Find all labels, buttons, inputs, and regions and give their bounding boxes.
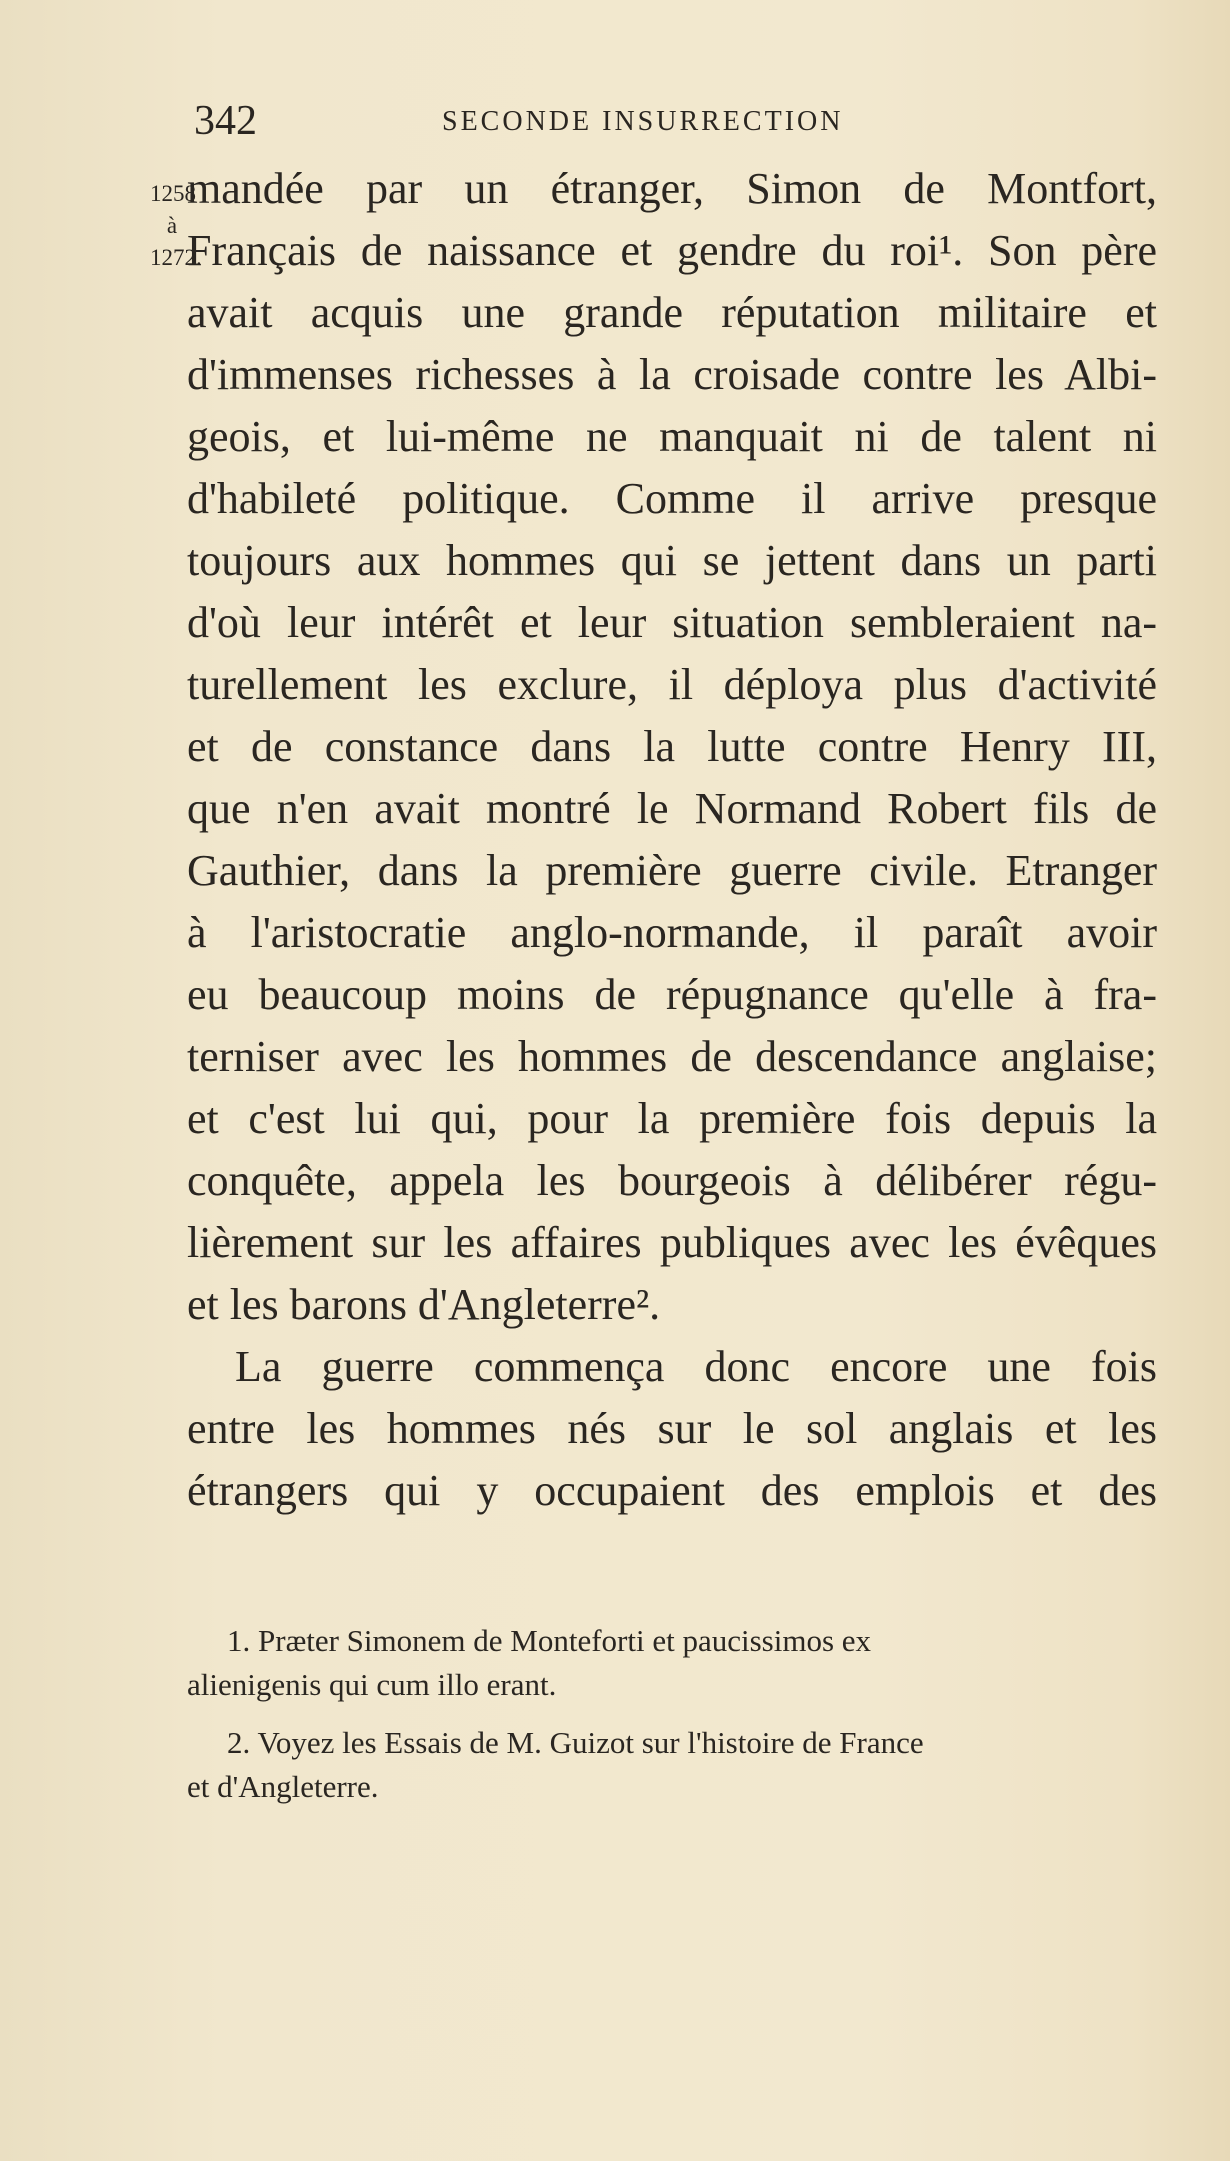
text-line: d'immenses richesses à la croisade contre les Albi- [187, 350, 1157, 399]
footnote-2-line-1: 2. Voyez les Essais de M. Guizot sur l'histoire de France [227, 1725, 924, 1760]
text-line: geois, et lui-même ne manquait ni de talent ni [187, 412, 1157, 461]
footnote-1-line-1: 1. Præter Simonem de Monteforti et paucissimos ex [227, 1623, 872, 1658]
running-head: SECONDE INSURRECTION [442, 106, 844, 137]
text-line: Gauthier, dans la première guerre civile. Etranger [187, 846, 1157, 895]
text-line: La guerre commença donc encore une fois [235, 1342, 1157, 1391]
text-line: d'habileté politique. Comme il arrive presque [187, 474, 1157, 523]
text-line: à l'aristocratie anglo-normande, il paraît avoir [187, 908, 1157, 957]
text-line: toujours aux hommes qui se jettent dans un parti [187, 536, 1157, 585]
page-header [194, 96, 1146, 146]
text-line: eu beaucoup moins de répugnance qu'elle à fra- [187, 970, 1157, 1019]
text-line: Français de naissance et gendre du roi¹. Son père [187, 226, 1157, 275]
text-line: que n'en avait montré le Normand Robert fils de [187, 784, 1157, 833]
text-line: étrangers qui y occupaient des emplois et des [187, 1466, 1157, 1515]
text-line: conquête, appela les bourgeois à délibérer régu- [187, 1156, 1157, 1205]
margin-date-separator: à [166, 213, 178, 238]
margin-date-start: 1258 [150, 181, 196, 206]
footnotes [187, 1619, 1137, 1809]
text-line: terniser avec les hommes de descendance anglaise; [187, 1032, 1157, 1081]
main-text [187, 158, 1157, 1522]
footnote-1-line-2: alienigenis qui cum illo erant. [187, 1667, 557, 1702]
footnote-2-line-2: et d'Angleterre. [187, 1769, 379, 1804]
text-line: entre les hommes nés sur le sol anglais et les [187, 1404, 1157, 1453]
text-line: lièrement sur les affaires publiques avec les évêques [187, 1218, 1157, 1267]
text-line: avait acquis une grande réputation militaire et [187, 288, 1157, 337]
text-line: mandée par un étranger, Simon de Montfort, [187, 164, 1157, 213]
text-line: turellement les exclure, il déploya plus d'activité [187, 660, 1157, 709]
text-line: et les barons d'Angleterre². [187, 1280, 661, 1329]
footnote-spacer [187, 1707, 1137, 1721]
page-number: 342 [194, 98, 257, 144]
text-line: et de constance dans la lutte contre Henry III, [187, 722, 1157, 771]
text-line: et c'est lui qui, pour la première fois depuis la [187, 1094, 1157, 1143]
text-line: d'où leur intérêt et leur situation sembleraient na- [187, 598, 1157, 647]
margin-date-end: 1272. [150, 245, 202, 270]
